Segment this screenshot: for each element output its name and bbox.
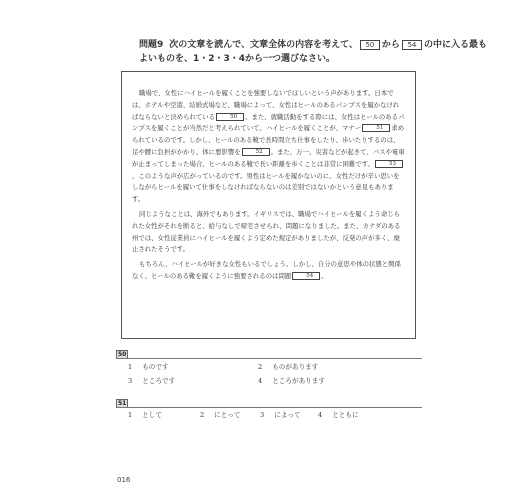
q51-option-3[interactable]: [260, 411, 301, 420]
blank-range-start: 50: [360, 40, 380, 50]
question-instruction: [139, 38, 489, 66]
q51-option-3-text: によって: [274, 411, 301, 419]
q51-option-1[interactable]: [128, 411, 162, 420]
instruction-text-1: 次の文章を読んで、文章全体の内容を考えて、: [169, 40, 358, 50]
p1-seg-4: 。また、万一、災害などが起きて、バスや電車が止まってしまった場合、ヒールのある靴で長い距離を歩くことは非常に困難です。: [132, 147, 405, 168]
q51-option-2[interactable]: [200, 411, 240, 420]
p3-text: もちろん、ハイヒールが好きな女性もいるでしょう。しかし、自分の意思や体の状態と関係なく、ヒールのある靴を履くように強要されるのは問題: [132, 260, 401, 280]
reading-passage: [121, 71, 416, 339]
blank-52: 52: [242, 148, 270, 156]
blank-50: 50: [216, 113, 244, 121]
blank-53: 53: [375, 160, 403, 168]
p1-seg-5: 、このような声が広がっているのです。男性はヒールを履かないのに、女性だけが辛い思いをしながらヒールを履いて仕事をしなければならないのは差別ではないかという意見もあります。: [132, 171, 400, 204]
paragraph-2: 同じようなことは、海外でもあります。イギリスでは、職場でハイヒールを履くよう命じられた女性がそれを断ると、給与なしで帰宅させられ、問題になりました。また、カナダのある州では、女性従業員にハイヒールを履くよう定めた規定がありましたが、反発の声が多く、廃止されたそうです。: [132, 209, 401, 254]
paragraph-1: [132, 88, 405, 206]
blank-range-end: 54: [402, 40, 422, 50]
blank-54: 54: [292, 272, 320, 280]
question-50-divider: [116, 358, 422, 359]
q50-option-3-number: 3: [128, 377, 133, 385]
question-51-divider: [116, 407, 422, 408]
q50-option-4-text: ところがあります: [272, 377, 325, 385]
q50-option-2-number: 2: [258, 363, 263, 371]
p3-end: 。: [321, 271, 328, 280]
q50-option-1[interactable]: [128, 363, 169, 372]
page-number: 016: [117, 476, 131, 484]
instruction-text-2: の中に入る最もよいものを、1・2・3・4から一つ選びなさい。: [139, 40, 487, 64]
q50-option-3[interactable]: [128, 377, 175, 386]
q51-option-4[interactable]: [318, 411, 359, 420]
paragraph-3: [132, 259, 405, 283]
q51-option-4-text: とともに: [332, 411, 359, 419]
q50-option-2[interactable]: [258, 363, 318, 372]
p1-seg-3: 求められているのです。しかし、ヒールのある靴で長時間立ち仕事をしたり、歩いたりするのは、足や腰に負担がかかり、体に悪影響を: [132, 124, 405, 156]
q50-option-1-number: 1: [128, 363, 133, 371]
p1-seg-1: 職場で、女性にハイヒールを履くことを強要しないでほしいという声があります。日本では、ホテルや空港、結婚式場など、職場によって、女性はヒールのあるパンプスを履かなければならないと決められている: [132, 89, 400, 121]
q50-option-2-text: ものがあります: [272, 363, 319, 371]
question-51-tag: 51: [118, 400, 127, 407]
question-label: 問題9: [139, 40, 164, 50]
q51-option-2-text: にとって: [214, 411, 241, 419]
instruction-from: から: [381, 40, 400, 50]
passage-body: [132, 88, 405, 286]
q50-option-3-text: ところです: [142, 377, 176, 385]
q50-option-4-number: 4: [258, 377, 263, 385]
q50-option-1-text: ものです: [142, 363, 169, 371]
p1-seg-2: 。また、就職活動をする際には、女性はヒールのあるパンプスを履くことが当然だと考えられていて、ハイヒールを履くことが、マナー: [132, 112, 405, 133]
question-50-tag: 50: [118, 351, 127, 358]
q51-option-1-number: 1: [128, 411, 133, 419]
q50-option-4[interactable]: [258, 377, 325, 386]
q51-option-3-number: 3: [260, 411, 265, 419]
blank-51: 51: [362, 124, 390, 132]
q51-option-4-number: 4: [318, 411, 323, 419]
q51-option-1-text: として: [142, 411, 162, 419]
q51-option-2-number: 2: [200, 411, 205, 419]
